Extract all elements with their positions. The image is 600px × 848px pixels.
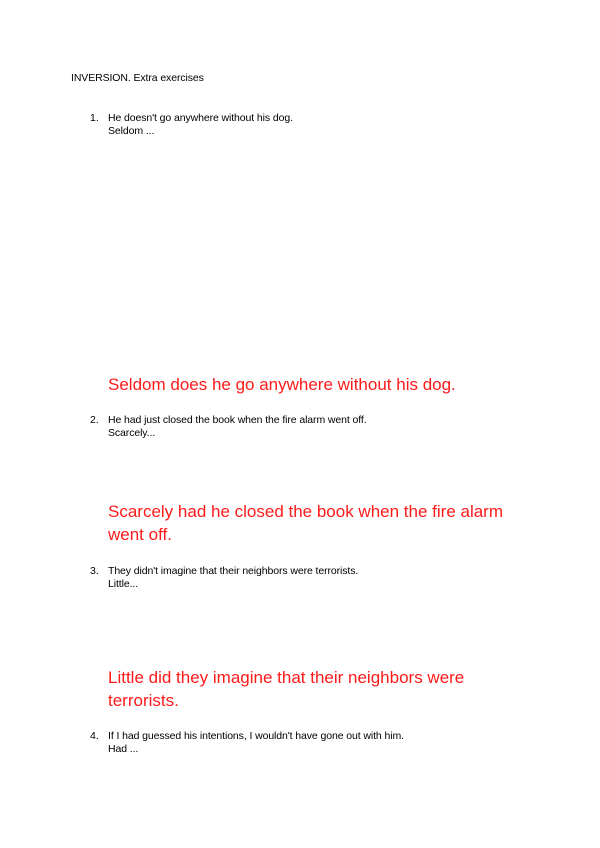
exercise-3-starter: Little... [108, 578, 139, 590]
exercise-3-prompt [108, 565, 358, 591]
exercise-2-number: 2. [90, 414, 99, 426]
exercise-3-answer: Little did they imagine that their neighbors were terrorists. [108, 668, 465, 710]
exercise-4-sentence: If I had guessed his intentions, I wouldn't have gone out with him. [108, 730, 404, 742]
exercise-1-answer: Seldom does he go anywhere without his dog. [108, 375, 456, 394]
exercise-1-starter: Seldom ... [108, 125, 155, 137]
exercise-2-prompt [108, 414, 367, 440]
exercise-3-number: 3. [90, 565, 99, 577]
exercise-2-sentence: He had just closed the book when the fire alarm went off. [108, 414, 367, 426]
exercise-2-answer: Scarcely had he closed the book when the fire alarm went off. [108, 502, 504, 544]
exercise-2-starter: Scarcely... [108, 427, 156, 439]
exercise-1-number: 1. [90, 112, 99, 124]
exercise-1-prompt [108, 112, 293, 138]
exercise-4-starter: Had ... [108, 743, 139, 755]
page-title: INVERSION. Extra exercises [71, 72, 204, 84]
exercise-4-number: 4. [90, 730, 99, 742]
exercise-3-sentence: They didn't imagine that their neighbors were terrorists. [108, 565, 359, 577]
exercise-1-sentence: He doesn't go anywhere without his dog. [108, 112, 293, 124]
exercise-4-prompt [108, 730, 404, 756]
